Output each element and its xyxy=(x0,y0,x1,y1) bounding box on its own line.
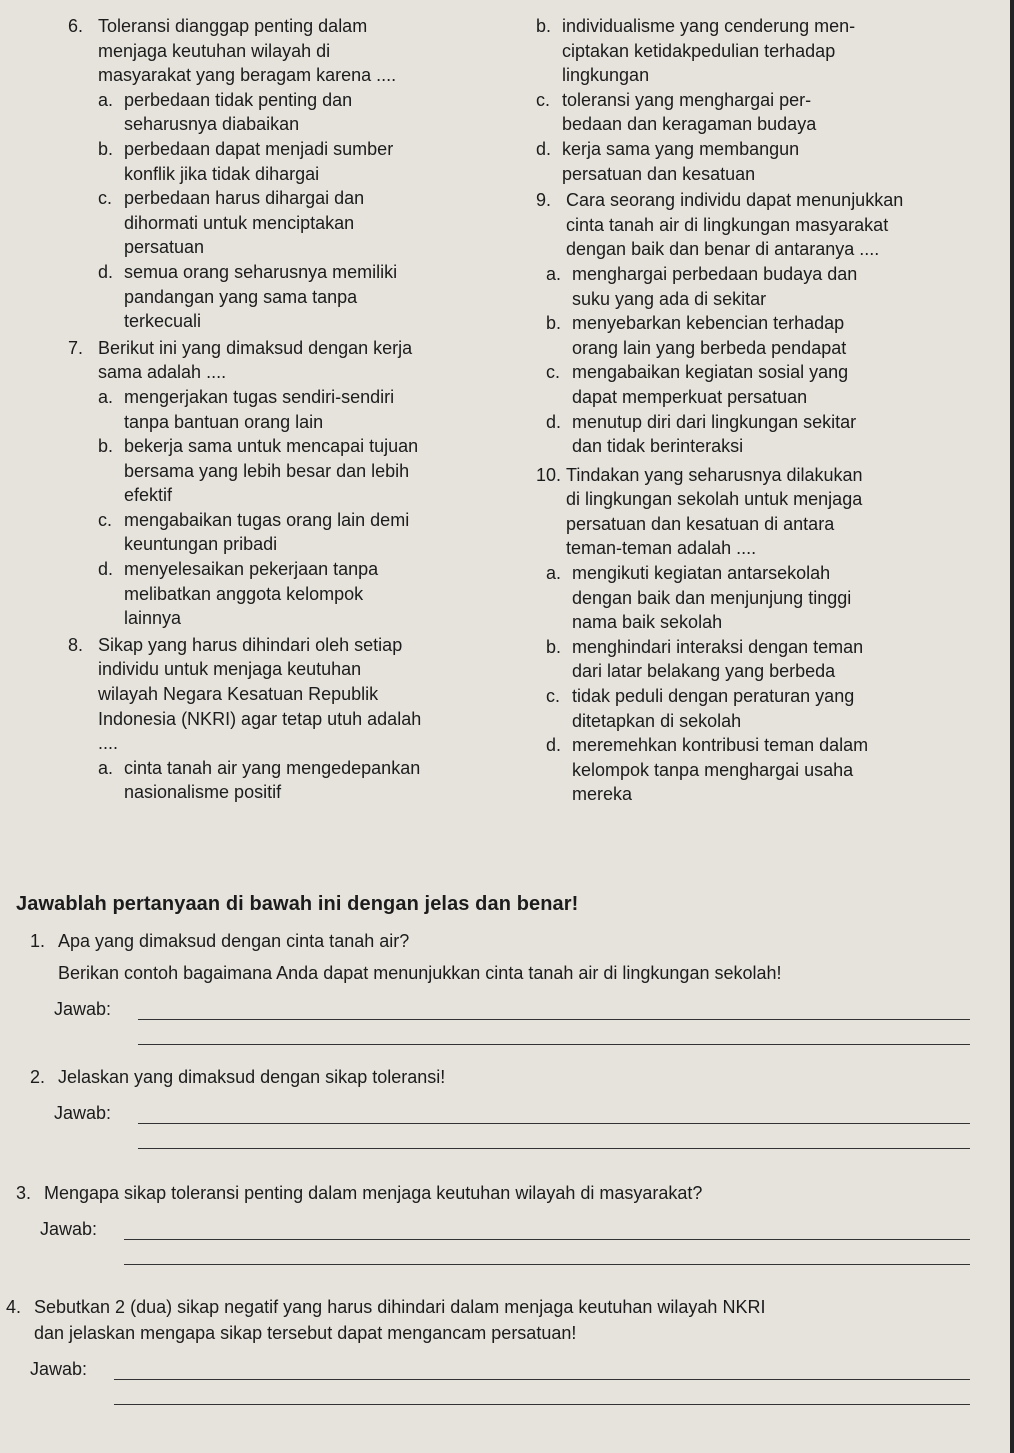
essay-number: 4. xyxy=(6,1297,22,1317)
essay-question-1 xyxy=(30,928,970,1045)
question-8 xyxy=(68,633,468,805)
answer-row xyxy=(6,1346,970,1380)
question-8-continued xyxy=(536,14,976,186)
option-text: kerja sama yang membangun xyxy=(562,138,800,159)
essay-text: Apa yang dimaksud dengan cinta tanah air? xyxy=(58,931,410,951)
option-letter: a. xyxy=(98,89,114,110)
question-text: Tindakan yang seharusnya dilakukan xyxy=(566,464,863,485)
option-text: persatuan xyxy=(124,237,205,258)
essay-text: Mengapa sikap toleransi penting dalam menjaga keutuhan wilayah di masyarakat? xyxy=(44,1183,703,1203)
option-text: perbedaan tidak penting dan xyxy=(124,89,353,110)
question-number: 10. xyxy=(536,464,562,485)
question-text: sama adalah .... xyxy=(98,362,227,383)
option-letter: b. xyxy=(546,636,562,657)
question-number: 8. xyxy=(68,634,84,655)
option-text: dapat memperkuat persatuan xyxy=(572,386,808,407)
right-column xyxy=(536,14,976,807)
option-letter: d. xyxy=(98,559,114,580)
option-letter: c. xyxy=(536,89,551,110)
option-text: lainnya xyxy=(124,608,182,629)
option-letter: b. xyxy=(536,16,552,36)
question-text: Cara seorang individu dapat menunjukkan xyxy=(566,190,904,211)
option-text: semua orang seharusnya memiliki xyxy=(124,261,398,282)
question-10 xyxy=(536,463,976,807)
option-letter: c. xyxy=(98,509,113,530)
option-text: bedaan dan keragaman budaya xyxy=(562,114,817,135)
option-text: terkecuali xyxy=(124,311,202,332)
option-text: suku yang ada di sekitar xyxy=(572,288,767,309)
answer-line[interactable] xyxy=(114,1380,970,1405)
option-text: konflik jika tidak dihargai xyxy=(124,163,320,184)
option-text: nasionalisme positif xyxy=(124,782,282,803)
option-text: perbedaan dapat menjadi sumber xyxy=(124,138,394,159)
option-letter: d. xyxy=(546,411,562,432)
option-letter: d. xyxy=(536,138,552,159)
essay-text: Berikan contoh bagaimana Anda dapat menunjukkan cinta tanah air di lingkungan sekolah! xyxy=(58,963,782,983)
option-text: dari latar belakang yang berbeda xyxy=(572,661,836,682)
question-text: dengan baik dan benar di antaranya .... xyxy=(566,239,880,260)
answer-line[interactable] xyxy=(124,1240,970,1265)
answer-row xyxy=(30,986,970,1020)
option-text: perbedaan harus dihargai dan xyxy=(124,188,365,209)
question-text: Toleransi dianggap penting dalam xyxy=(98,16,368,36)
option-text: tanpa bantuan orang lain xyxy=(124,411,324,432)
option-letter: a. xyxy=(98,757,114,778)
question-text: Berikut ini yang dimaksud dengan kerja xyxy=(98,337,413,358)
option-text: melibatkan anggota kelompok xyxy=(124,583,364,604)
option-text: pandangan yang sama tanpa xyxy=(124,286,358,307)
option-text: menghindari interaksi dengan teman xyxy=(572,636,864,657)
option-text: efektif xyxy=(124,485,173,506)
answer-row xyxy=(30,1090,970,1124)
question-text: Indonesia (NKRI) agar tetap utuh adalah xyxy=(98,708,422,729)
option-text: ciptakan ketidakpedulian terhadap xyxy=(562,40,836,61)
page-edge xyxy=(1010,0,1014,1453)
option-text: tidak peduli dengan peraturan yang xyxy=(572,686,855,707)
question-text: individu untuk menjaga keutuhan xyxy=(98,659,362,680)
option-letter: d. xyxy=(546,735,562,756)
option-letter: a. xyxy=(546,263,562,284)
option-text: persatuan dan kesatuan xyxy=(562,163,756,184)
option-text: lingkungan xyxy=(562,65,650,86)
essay-text: dan jelaskan mengapa sikap tersebut dapat mengancam persatuan! xyxy=(34,1323,577,1343)
question-text: persatuan dan kesatuan di antara xyxy=(566,513,835,534)
option-letter: c. xyxy=(546,686,561,707)
question-number: 7. xyxy=(68,337,84,358)
option-letter: c. xyxy=(546,362,561,383)
essay-number: 2. xyxy=(30,1067,46,1087)
option-letter: a. xyxy=(98,386,114,407)
answer-row xyxy=(16,1206,970,1240)
answer-label: Jawab: xyxy=(40,1219,98,1239)
option-text: ditetapkan di sekolah xyxy=(572,710,742,731)
question-number: 6. xyxy=(68,16,84,36)
option-text: menyelesaikan pekerjaan tanpa xyxy=(124,559,379,580)
option-text: mengikuti kegiatan antarsekolah xyxy=(572,563,831,584)
answer-label: Jawab: xyxy=(30,1359,88,1379)
answer-label: Jawab: xyxy=(54,999,112,1019)
question-text: masyarakat yang beragam karena .... xyxy=(98,65,397,86)
option-text: mengerjakan tugas sendiri-sendiri xyxy=(124,386,395,407)
essay-text: Jelaskan yang dimaksud dengan sikap toleransi! xyxy=(58,1067,446,1087)
option-letter: c. xyxy=(98,188,113,209)
option-text: mereka xyxy=(572,784,633,805)
left-column xyxy=(68,14,468,805)
essay-number: 3. xyxy=(16,1183,32,1203)
option-text: bekerja sama untuk mencapai tujuan xyxy=(124,436,419,457)
essay-question-4 xyxy=(6,1294,970,1405)
option-text: orang lain yang berbeda pendapat xyxy=(572,337,847,358)
question-text: cinta tanah air di lingkungan masyarakat xyxy=(566,214,889,235)
answer-line[interactable] xyxy=(124,1221,970,1240)
option-text: menyebarkan kebencian terhadap xyxy=(572,313,845,334)
option-text: kelompok tanpa menghargai usaha xyxy=(572,759,854,780)
question-text: di lingkungan sekolah untuk menjaga xyxy=(566,489,863,510)
answer-line[interactable] xyxy=(114,1361,970,1380)
option-text: dan tidak berinteraksi xyxy=(572,436,744,457)
question-text: menjaga keutuhan wilayah di xyxy=(98,40,331,61)
question-text: teman-teman adalah .... xyxy=(566,538,757,559)
question-6 xyxy=(68,14,468,334)
option-letter: b. xyxy=(546,313,562,334)
option-text: seharusnya diabaikan xyxy=(124,114,300,135)
answer-line[interactable] xyxy=(138,1020,970,1045)
option-text: menghargai perbedaan budaya dan xyxy=(572,263,858,284)
question-text: .... xyxy=(98,733,119,754)
option-letter: b. xyxy=(98,138,114,159)
answer-label: Jawab: xyxy=(54,1103,112,1123)
question-7 xyxy=(68,336,468,631)
option-text: meremehkan kontribusi teman dalam xyxy=(572,735,869,756)
essay-heading: Jawablah pertanyaan di bawah ini dengan jelas dan benar! xyxy=(16,893,579,915)
option-text: mengabaikan kegiatan sosial yang xyxy=(572,362,849,383)
option-text: menutup diri dari lingkungan sekitar xyxy=(572,411,857,432)
option-text: mengabaikan tugas orang lain demi xyxy=(124,509,410,530)
answer-line[interactable] xyxy=(138,1105,970,1124)
option-letter: d. xyxy=(98,261,114,282)
option-text: dihormati untuk menciptakan xyxy=(124,212,355,233)
question-text: Sikap yang harus dihindari oleh setiap xyxy=(98,634,403,655)
question-9 xyxy=(536,188,976,459)
option-text: bersama yang lebih besar dan lebih xyxy=(124,460,410,481)
answer-line[interactable] xyxy=(138,1001,970,1020)
essay-text: Sebutkan 2 (dua) sikap negatif yang harus dihindari dalam menjaga keutuhan wilayah NKRI xyxy=(34,1297,766,1317)
essay-question-3 xyxy=(16,1180,970,1265)
answer-line[interactable] xyxy=(138,1124,970,1149)
essay-question-2 xyxy=(30,1064,970,1149)
option-text: keuntungan pribadi xyxy=(124,534,278,555)
question-text: wilayah Negara Kesatuan Republik xyxy=(98,684,379,705)
option-letter: b. xyxy=(98,436,114,457)
option-text: cinta tanah air yang mengedepankan xyxy=(124,757,421,778)
option-text: dengan baik dan menjunjung tinggi xyxy=(572,587,852,608)
question-number: 9. xyxy=(536,190,552,211)
option-letter: a. xyxy=(546,563,562,584)
essay-number: 1. xyxy=(30,931,46,951)
option-text: toleransi yang menghargai per- xyxy=(562,89,812,110)
option-text: individualisme yang cenderung men- xyxy=(562,16,856,36)
option-text: nama baik sekolah xyxy=(572,612,723,633)
